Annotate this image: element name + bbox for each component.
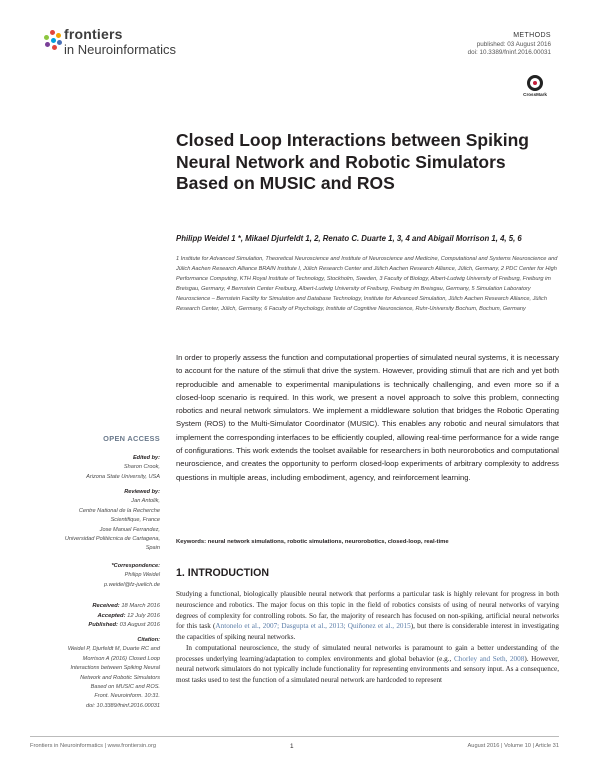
citation-label: Citation: [137, 637, 160, 643]
paragraph-text: In computational neuroscience, the study of simulated neural networks is paramount to gain a better understanding of the processes underlying learning/adaptation to complex environments and global behavior (e.g., [176, 643, 559, 663]
received-date [30, 602, 160, 612]
citation-line: Front. Neuroinform. 10:31. [94, 693, 160, 700]
article-title: Closed Loop Interactions between Spiking Neural Network and Robotic Simulators Based on MUSIC and ROS [176, 130, 529, 193]
reviewer-line: Spain [145, 545, 160, 552]
reviewed-by-label: Reviewed by: [124, 489, 160, 495]
published-label: Published: [88, 622, 118, 629]
open-access-label: OPEN ACCESS [103, 434, 160, 443]
page-number: 1 [290, 743, 294, 750]
journal-logo[interactable] [42, 26, 202, 66]
citation-line: Interactions between Spiking Neural [70, 665, 160, 672]
reviewer-line: Universidad Politécnica de Cartagena, [64, 536, 160, 543]
body-paragraph [176, 643, 559, 686]
published-date: published: 03 August 2016 [476, 40, 551, 48]
accepted-label: Accepted: [97, 612, 126, 619]
crossmark-badge[interactable] [517, 75, 553, 97]
accepted-date [30, 612, 160, 622]
citation-link[interactable]: Antonelo et al., 2007; Dasgupta et al., 2013; Quiñonez et al., 2015 [215, 622, 411, 631]
body-text [176, 589, 559, 686]
paragraph-text: Studying a functional, biologically plausible neural network that performs a particular task is highly relevant for progress in both neuroscience and robotics. The major focus on this topic in the field of robotics consists of using of neural networks of varying degrees of complexity for controlling robots. So far, the majority of research has focused on non-spiking, artificial neural networks for this task ( [176, 590, 559, 631]
editor-line: Sharon Crook, [123, 464, 160, 471]
article-type: METHODS [513, 32, 551, 39]
citation-line[interactable]: doi: 10.3389/fninf.2016.00031 [85, 702, 160, 709]
crossmark-icon [527, 75, 543, 91]
reviewer-line: Centre National de la Recherche [78, 507, 160, 514]
citation-line: Network and Robotic Simulators [80, 674, 160, 681]
paragraph-text: ). However, neural network simulators do not typically include functionality for representing environments and sensory input. As a consequence, most tasks used to test the function of a simulated neural network are hardcoded to represent [176, 654, 560, 684]
received-label: Received: [92, 603, 120, 609]
abstract: In order to properly assess the function and computational properties of simulated neural systems, it is necessary to account for the nature of the stimuli that drive the system. However, providing stimuli that are rich and yet both reproducible and amenable to experimental manipulations is technically challenging, and even more so if a closed-loop scenario is required. In this work, we present a novel approach to solve this problem, connecting robotics and neural network simulators. We implement a middleware solution that bridges the Robotic Operating System (ROS) to the Multi-Simulator Coordinator (MUSIC). This enables any robotic and neural simulators that implement the corresponding interfaces to be efficiently coupled, allowing real-time performance for a wide range of configurations. This work extends the toolset available for researchers in both neurorobotics and computational neuroscience, and creates the opportunity to perform closed-loop experiments of arbitrary complexity to address questions in multiple areas, including embodiment, agency, and reinforcement learning. [176, 353, 559, 482]
reviewer-line: Scientifique, France [110, 517, 160, 524]
received-value: 18 March 2016 [121, 603, 160, 609]
doi-link[interactable]: doi: 10.3389/fninf.2016.00031 [467, 49, 551, 57]
edited-by-label: Edited by: [132, 455, 160, 461]
editor-line: Arizona State University, USA [86, 473, 160, 480]
article-meta [468, 32, 551, 58]
published-date-side [30, 621, 160, 631]
crossmark-label: CrossMark [523, 92, 547, 97]
footer-journal[interactable]: Frontiers in Neuroinformatics | www.frontiersin.org [30, 743, 157, 749]
reviewer-line: Jan Antolik, [131, 498, 160, 505]
paragraph-text: ), but there is considerable interest in investigating the capacities of spiking neural networks. [176, 622, 559, 641]
correspondence-block [30, 562, 160, 590]
correspondence-name: Philipp Weidel [124, 572, 160, 579]
correspondence-label: *Correspondence: [111, 563, 160, 569]
citation-link[interactable]: Chorley and Seth, 2008 [453, 654, 525, 663]
journal-logo-line2: in Neuroinformatics [64, 42, 176, 57]
accepted-value: 12 July 2016 [127, 612, 160, 619]
reviewed-by-block [30, 488, 160, 554]
affiliations: 1 Institute for Advanced Simulation, Theoretical Neuroscience and Institute of Neuroscience and Medicine, Computational and Systems Neuroscience and Jülich Aachen Research Alliance BRAIN Institute I, Jülich Research Center and Jülich Aachen Research Alliance, Jülich, Germany, 2 PDC Center for High Performance Computing, KTH Royal Institute of Technology, Stockholm, Sweden, 3 Faculty of Biology, Albert-Ludwig University of Freiburg, Freiburg im Breisgau, Germany, 4 Bernstein Center Freiburg, Albert-Ludwig University of Freiburg, Freiburg im Breisgau, Germany, 5 Simulation Laboratory Neuroscience – Bernstein Facility for Simulation and Database Technology, Institute for Advanced Simulation, Jülich Aachen Research Alliance, Jülich Research Center, Jülich, Germany, 6 Faculty of Psychology, Institute of Cognitive Neuroscience, Ruhr-University Bochum, Bochum, Germany [176, 256, 558, 313]
section-heading: 1. INTRODUCTION [176, 567, 269, 579]
citation-line: Morrison A (2016) Closed Loop [82, 655, 160, 662]
published-value: 03 August 2016 [119, 622, 160, 629]
citation-line: Based on MUSIC and ROS. [90, 684, 160, 691]
author-list: Philipp Weidel 1 *, Mikael Djurfeldt 1, 2, Renato C. Duarte 1, 3, 4 and Abigail Morrison 1, 4, 5, 6 [176, 234, 522, 243]
footer-divider [30, 736, 559, 737]
citation-block [30, 636, 160, 711]
footer-volume: August 2016 | Volume 10 | Article 31 [467, 743, 559, 749]
keywords: Keywords: neural network simulations, robotic simulations, neurorobotics, closed-loop, real-time [176, 539, 449, 545]
dates-block [30, 602, 160, 631]
correspondence-email[interactable]: p.weidel@fz-juelich.de [103, 581, 160, 588]
body-paragraph [176, 589, 559, 643]
journal-logo-line1: frontiers [64, 26, 123, 42]
citation-line: Weidel P, Djurfeldt M, Duarte RC and [67, 646, 160, 653]
frontiers-logo-icon [42, 30, 64, 52]
reviewer-line: Jose Manuel Ferrandez, [99, 526, 160, 533]
edited-by-block [30, 454, 160, 482]
